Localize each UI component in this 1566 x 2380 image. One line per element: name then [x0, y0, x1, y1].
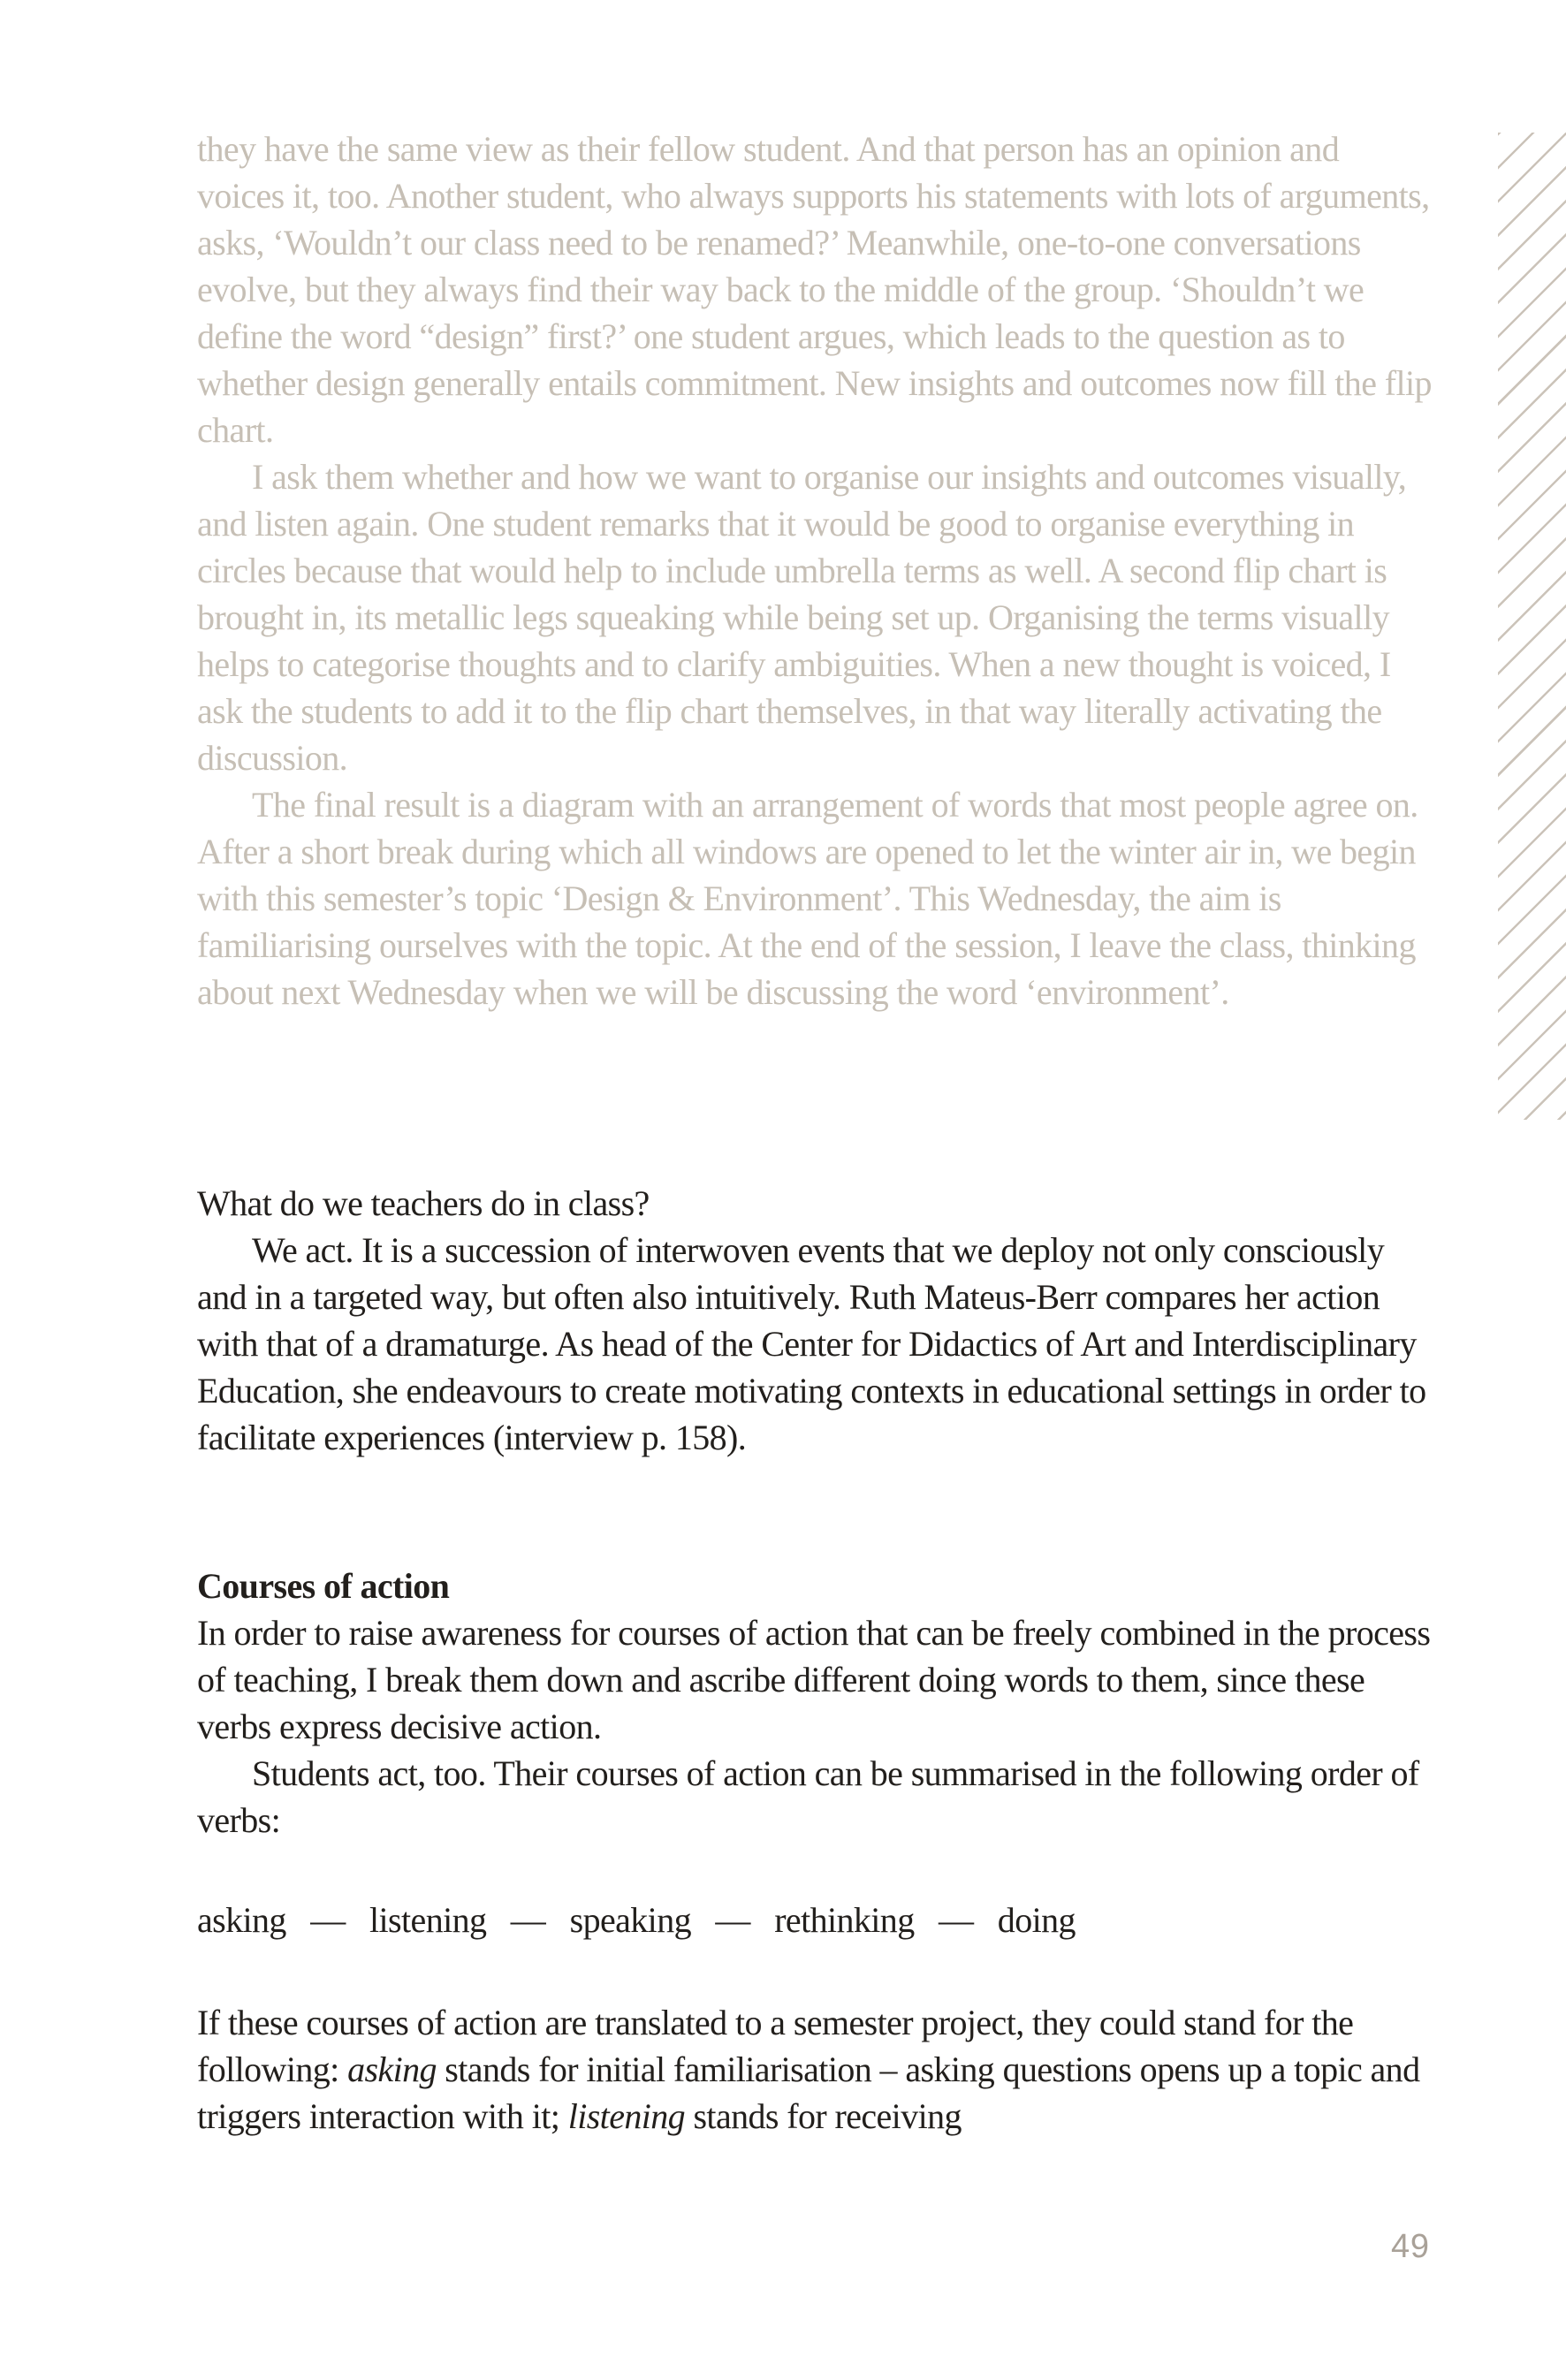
teachers-section [197, 1180, 1434, 1461]
closing-segment-3: stands for receiving [685, 2096, 962, 2136]
closing-segment-1: If these courses of action are translated to a semester project, they could stand for the following: [197, 2003, 1354, 2089]
teachers-question-line: What do we teachers do in class? [197, 1183, 650, 1223]
verbs-sequence-line: asking — listening — speaking — rethinking — doing [197, 1900, 1076, 1940]
closing-paragraph [197, 1999, 1434, 2140]
teachers-answer-paragraph: We act. It is a succession of interwoven events that we deploy not only consciously and in a targeted way, but often also intuitively. Ruth Mateus-Berr compares her action with that of a dramaturge. As head of the Center for Didactics of Art and Interdisciplinary Education, she endeavours to create motivating contexts in educational settings in order to facilitate experiences (interview p. 158). [197, 1230, 1426, 1457]
closing-segment-2: stands for initial familiarisation – asking questions opens up a topic and triggers interaction with it; [197, 2049, 1420, 2136]
faded-narrative-block [197, 125, 1434, 1015]
students-act-paragraph: Students act, too. Their courses of action can be summarised in the following order of verbs: [197, 1753, 1419, 1840]
diagonal-stripes-decoration [1498, 133, 1566, 1120]
narrative-paragraph-3: The final result is a diagram with an arrangement of words that most people agree on. After a short break during which all windows are opened to let the winter air in, we begin with this semester’s topic ‘Design & Environment’. This Wednesday, the aim is familiarising ourselves with the topic. At the end of the session, I leave the class, thinking about next Wednesday when we will be discussing the word ‘environment’. [197, 785, 1418, 1012]
courses-heading: Courses of action [197, 1566, 450, 1606]
narrative-paragraph-2: I ask them whether and how we want to organise our insights and outcomes visually, and listen again. One student remarks that it would be good to organise everything in circles because that would help to include umbrella terms as well. A second flip chart is brought in, its metallic legs squeaking while being set up. Organising the terms visually helps to categorise thoughts and to clarify ambiguities. When a new thought is voiced, I ask the students to add it to the flip chart themselves, in that way literally activating the discussion. [197, 457, 1407, 778]
closing-segment-italic-asking: asking [347, 2049, 437, 2089]
narrative-paragraph-1: they have the same view as their fellow student. And that person has an opinion and voices it, too. Another student, who always supports his statements with lots of arguments, asks, ‘Wouldn’t our class need to be renamed?’ Meanwhile, one-to-one conversations evolve, but they always find their way back to the middle of the group. ‘Shouldn’t we define the word “design” first?’ one student argues, which leads to the question as to whether design generally entails commitment. New insights and outcomes now fill the flip chart. [197, 129, 1432, 450]
closing-segment-italic-listening: listening [567, 2096, 686, 2136]
courses-of-action-section [197, 1563, 1434, 1844]
courses-intro-paragraph: In order to raise awareness for courses of action that can be freely combined in the process of teaching, I break them down and ascribe different doing words to them, since these verbs express decisive action. [197, 1613, 1431, 1746]
page-number: 49 [1391, 2228, 1430, 2265]
